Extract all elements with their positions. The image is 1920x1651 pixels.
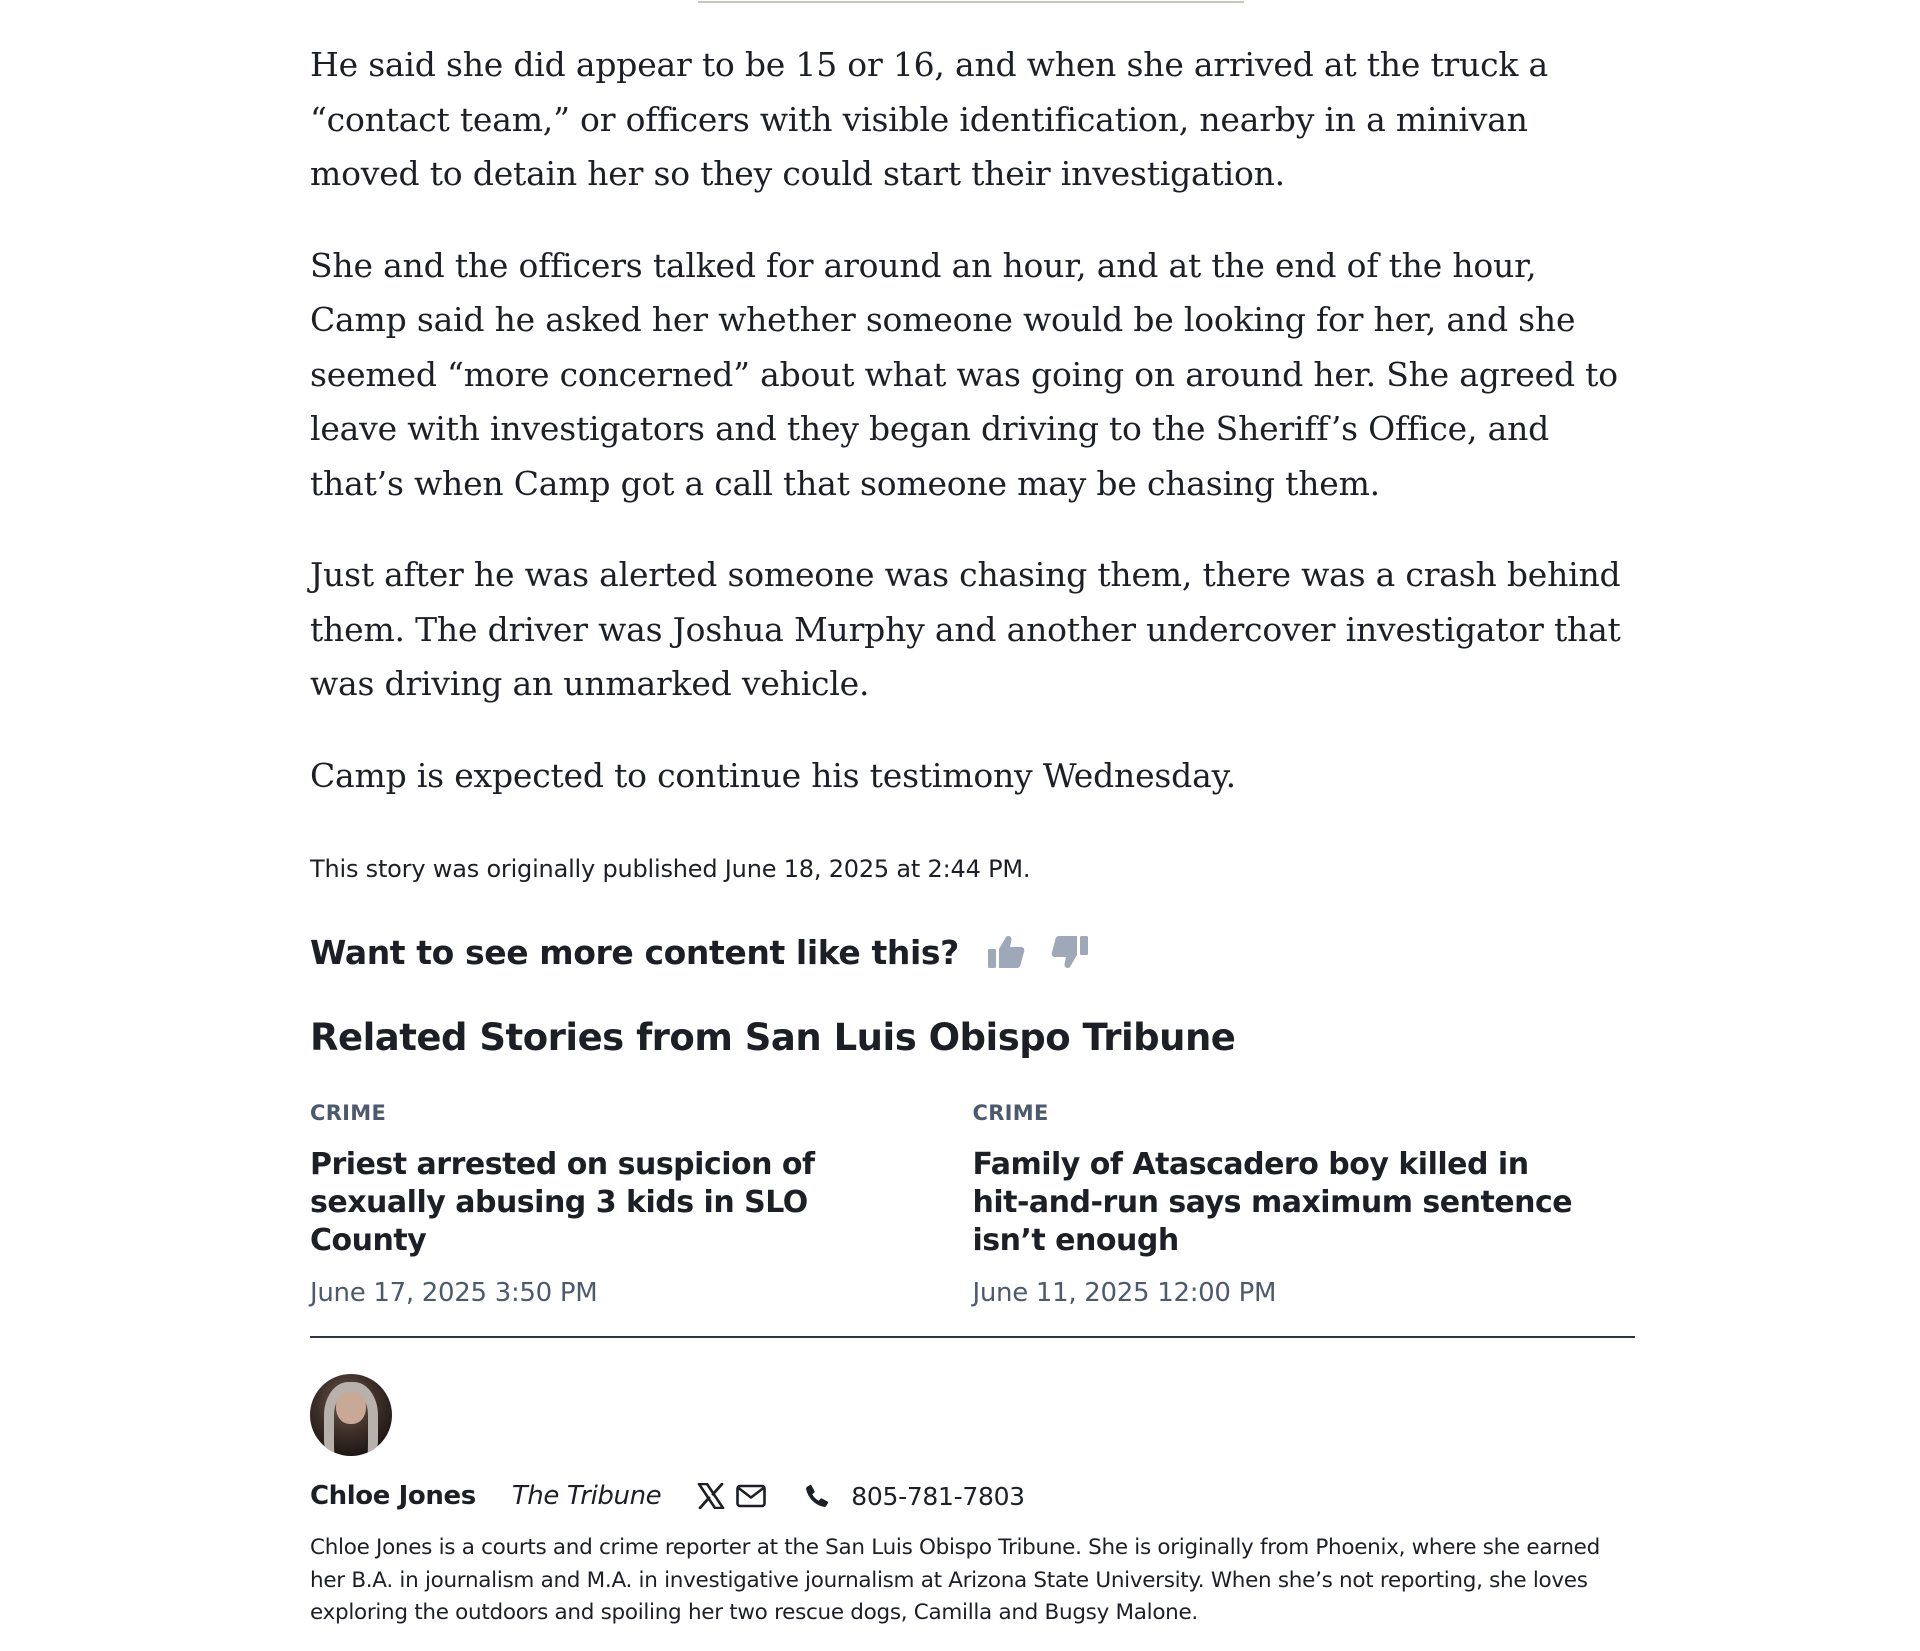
article-image-bottom-edge <box>698 0 1244 3</box>
envelope-icon[interactable] <box>735 1480 767 1512</box>
x-logo-icon[interactable] <box>695 1480 727 1512</box>
story-category-link[interactable]: CRIME <box>972 1101 1049 1125</box>
story-headline-link[interactable]: Priest arrested on suspicion of sexually abusing 3 kids in SLO County <box>310 1147 815 1258</box>
feedback-question: Want to see more content like this? <box>310 932 959 972</box>
author-info <box>310 1476 1635 1516</box>
story-date: June 17, 2025 3:50 PM <box>310 1278 598 1308</box>
related-story-card[interactable] <box>973 1100 1636 1310</box>
article-paragraph: Camp is expected to continue his testimony Wednesday. <box>310 755 1236 795</box>
article-paragraph: She and the officers talked for around an hour, and at the end of the hour, Camp said he asked her whether someone would be looking for her, and she seemed “more concerned” about what was going on around her. She agreed to leave with investigators and they began driving to the Sheriff’s Office, and that’s when Camp got a call that someone may be chasing them. <box>310 245 1618 503</box>
related-stories-title: Related Stories from San Luis Obispo Tribune <box>310 1016 1236 1059</box>
section-divider <box>310 1336 1635 1338</box>
author-avatar[interactable] <box>310 1374 392 1456</box>
article-body <box>310 38 1635 1651</box>
thumbs-down-icon[interactable] <box>1049 931 1091 973</box>
related-stories-list <box>310 1100 1635 1310</box>
story-date: June 11, 2025 12:00 PM <box>972 1278 1277 1308</box>
author-name-link[interactable]: Chloe Jones <box>310 1481 476 1511</box>
story-headline-link[interactable]: Family of Atascadero boy killed in hit-and-run says maximum sentence isn’t enough <box>972 1147 1573 1258</box>
author-phone-number[interactable]: 805-781-7803 <box>851 1481 1025 1511</box>
content-feedback <box>310 928 1635 976</box>
phone-icon[interactable] <box>801 1480 833 1512</box>
publication-note: This story was originally published June 18, 2025 at 2:44 PM. <box>310 855 1031 883</box>
author-publication: The Tribune <box>511 1481 662 1511</box>
article-paragraph: Just after he was alerted someone was chasing them, there was a crash behind them. The driver was Joshua Murphy and another undercover investigator that was driving an unmarked vehicle. <box>310 555 1621 703</box>
related-story-card[interactable] <box>310 1100 973 1310</box>
article-paragraph: He said she did appear to be 15 or 16, and when she arrived at the truck a “contact team,” or officers with visible identification, nearby in a minivan moved to detain her so they could start their investigation. <box>310 45 1548 193</box>
author-bio: Chloe Jones is a courts and crime reporter at the San Luis Obispo Tribune. She is originally from Phoenix, where she earned her B.A. in journalism and M.A. in investigative journalism at Arizona State University. When she’s not reporting, she loves exploring the outdoors and spoiling her two rescue dogs, Camilla and Bugsy Malone. <box>310 1535 1600 1625</box>
thumbs-up-icon[interactable] <box>985 931 1027 973</box>
story-category-link[interactable]: CRIME <box>310 1101 387 1125</box>
